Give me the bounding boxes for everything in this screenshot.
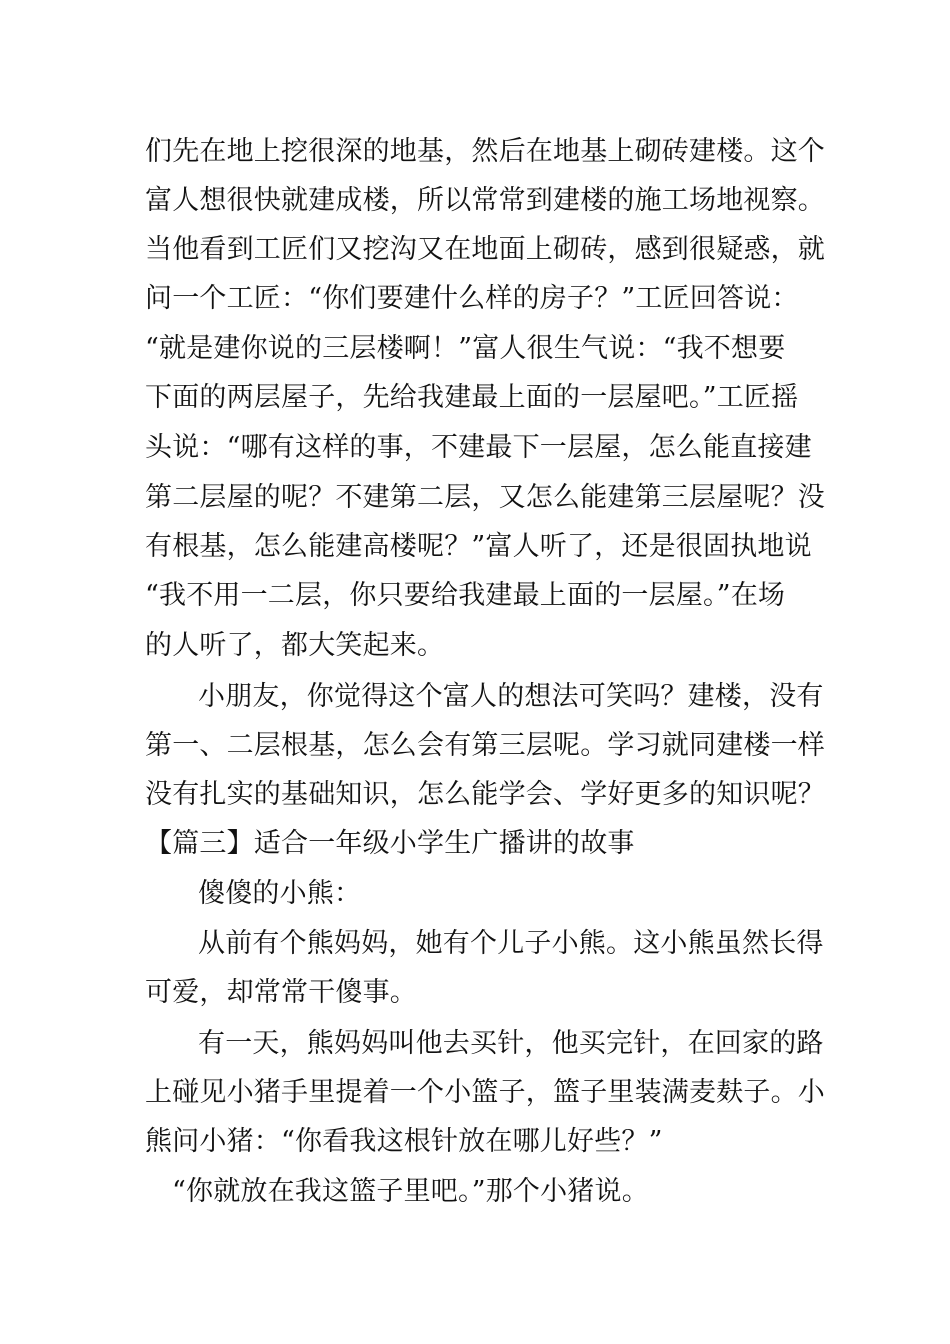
text-line: 可爱，却常常干傻事。 — [145, 977, 417, 1008]
text-line: 当他看到工匠们又挖沟又在地面上砌砖，感到很疑惑，就 — [145, 234, 825, 265]
text-line: 第一、二层根基，怎么会有第三层呢。学习就同建楼一样 — [145, 730, 825, 761]
paragraph-first-line: 有一天，熊妈妈叫他去买针，他买完针，在回家的路 — [198, 1028, 824, 1059]
paragraph-first-line: 小朋友，你觉得这个富人的想法可笑吗？建楼，没有 — [198, 681, 824, 712]
text-line: 头说：“哪有这样的事，不建最下一层屋，怎么能直接建 — [145, 432, 812, 463]
paragraph-first-line: 从前有个熊妈妈，她有个儿子小熊。这小熊虽然长得 — [198, 928, 824, 959]
text-line: 有根基，怎么能建高楼呢？”富人听了，还是很固执地说 — [145, 531, 812, 562]
text-line: 熊问小猪：“你看我这根针放在哪儿好些？” — [145, 1126, 663, 1157]
text-line: 下面的两层屋子，先给我建最上面的一层屋吧。”工匠摇 — [145, 382, 799, 413]
text-line: 第二层屋的呢？不建第二层，又怎么能建第三层屋呢？没 — [145, 482, 825, 513]
story-title: 傻傻的小熊： — [198, 878, 362, 909]
paragraph-first-line: “你就放在我这篮子里吧。”那个小猪说。 — [172, 1176, 649, 1207]
text-line: 问一个工匠：“你们要建什么样的房子？”工匠回答说： — [145, 283, 799, 314]
text-line: “就是建你说的三层楼啊！”富人很生气说：“我不想要 — [145, 333, 786, 364]
text-line: 没有扎实的基础知识，怎么能学会、学好更多的知识呢？ — [145, 779, 825, 810]
text-line: 富人想很快就建成楼，所以常常到建楼的施工场地视察。 — [145, 185, 825, 216]
section-heading: 【篇三】适合一年级小学生广播讲的故事 — [145, 828, 635, 859]
text-line: 们先在地上挖很深的地基，然后在地基上砌砖建楼。这个 — [145, 136, 825, 167]
text-line: 上碰见小猪手里提着一个小篮子，篮子里装满麦麸子。小 — [145, 1077, 825, 1108]
text-line: 的人听了，都大笑起来。 — [145, 630, 445, 661]
text-line: “我不用一二层，你只要给我建最上面的一层屋。”在场 — [145, 580, 786, 611]
